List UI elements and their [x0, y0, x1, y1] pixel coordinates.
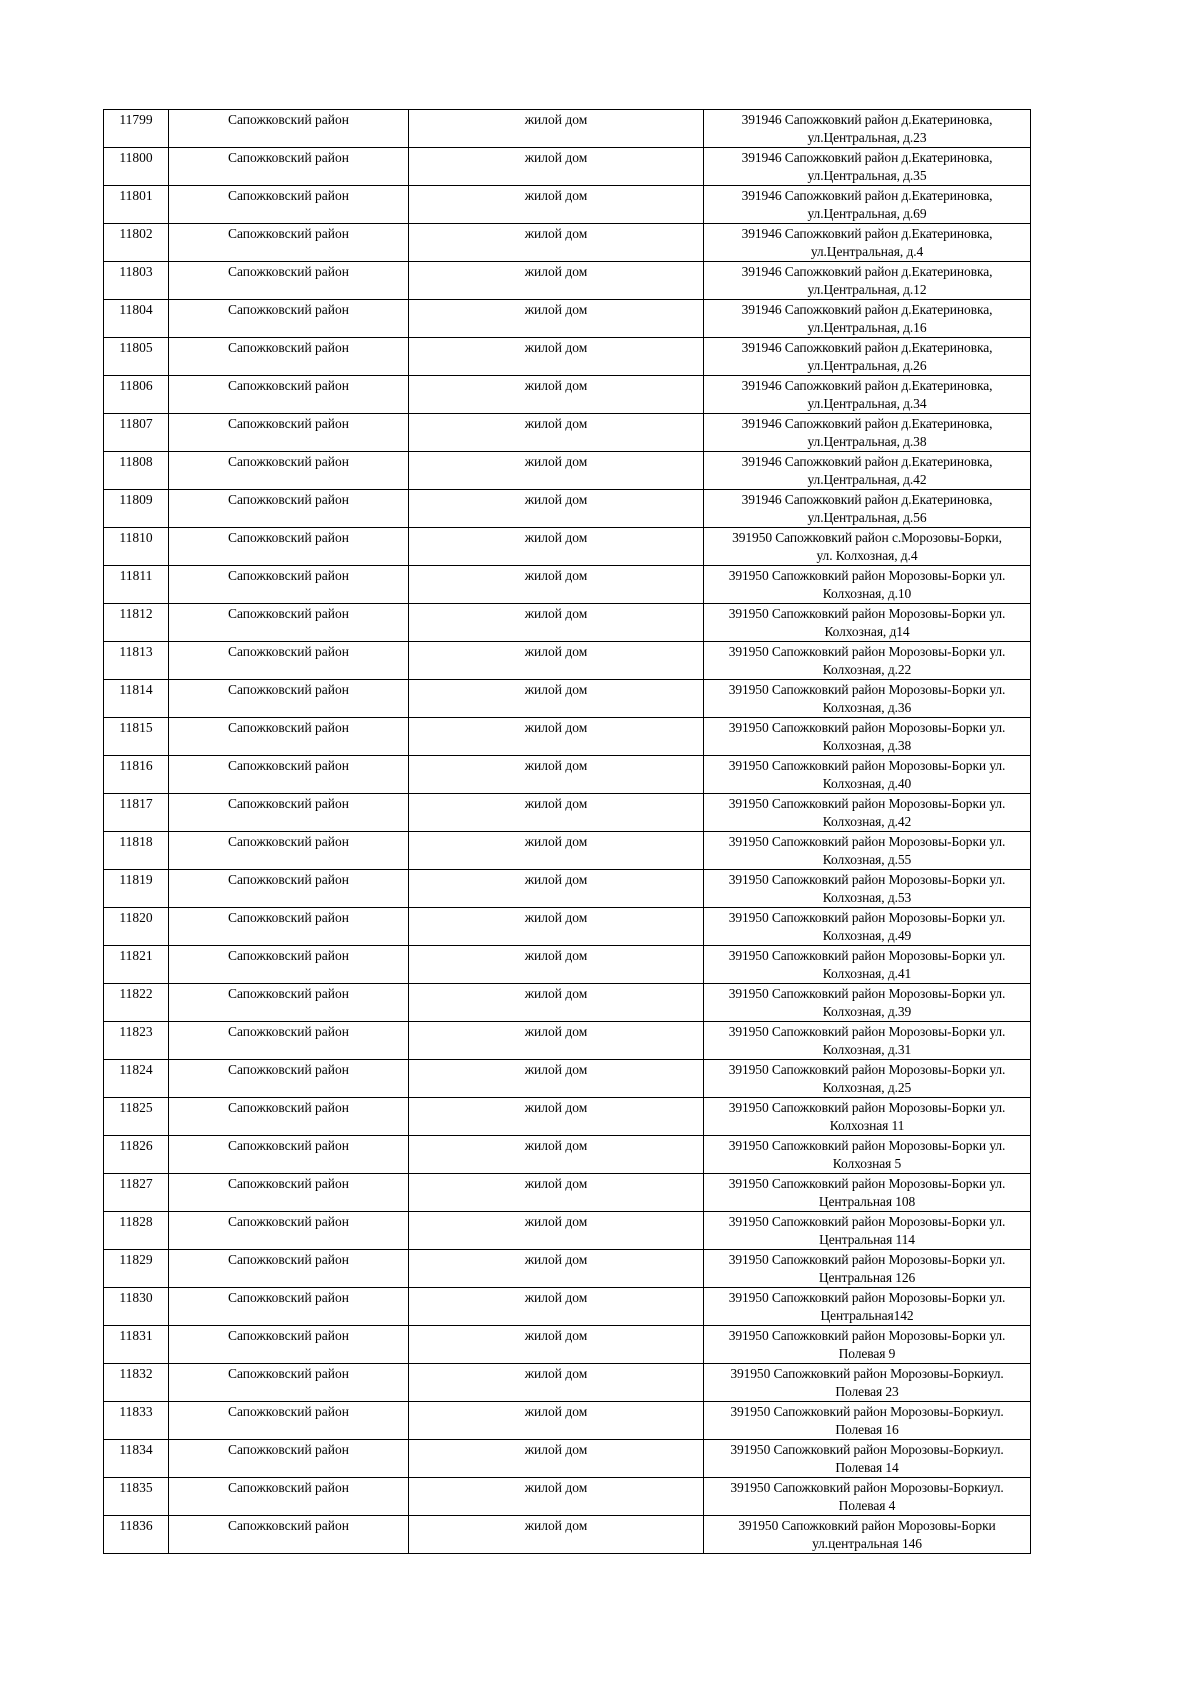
cell-type: жилой дом [409, 984, 704, 1022]
cell-address [704, 680, 1031, 718]
cell-address [704, 1402, 1031, 1440]
cell-type: жилой дом [409, 604, 704, 642]
cell-district: Сапожковский район [169, 1478, 409, 1516]
address-line-2: ул.Центральная, д.56 [807, 510, 927, 525]
cell-id: 11835 [104, 1478, 169, 1516]
cell-district: Сапожковский район [169, 1174, 409, 1212]
cell-id: 11827 [104, 1174, 169, 1212]
cell-address [704, 490, 1031, 528]
address-line-2: Колхозная, д.39 [822, 1004, 912, 1019]
cell-district: Сапожковский район [169, 756, 409, 794]
table-row [104, 490, 1031, 528]
address-line-2: Центральная 114 [819, 1232, 915, 1247]
address-line-1: 391946 Сапожковкий район д.Екатериновка, [741, 264, 993, 279]
cell-id: 11818 [104, 832, 169, 870]
address-line-2: ул.Центральная, д.12 [807, 282, 927, 297]
cell-id: 11813 [104, 642, 169, 680]
cell-type: жилой дом [409, 528, 704, 566]
cell-address [704, 718, 1031, 756]
cell-id: 11815 [104, 718, 169, 756]
cell-id: 11822 [104, 984, 169, 1022]
table-row [104, 262, 1031, 300]
cell-address [704, 946, 1031, 984]
cell-address [704, 1288, 1031, 1326]
cell-district: Сапожковский район [169, 1440, 409, 1478]
cell-district: Сапожковский район [169, 1060, 409, 1098]
table-row [104, 946, 1031, 984]
table-row [104, 1174, 1031, 1212]
cell-id: 11804 [104, 300, 169, 338]
cell-id: 11832 [104, 1364, 169, 1402]
address-line-1: 391946 Сапожковкий район д.Екатериновка, [741, 416, 993, 431]
table-row [104, 1288, 1031, 1326]
address-line-2: Колхозная, д.41 [822, 966, 912, 981]
cell-type: жилой дом [409, 186, 704, 224]
address-line-2: Колхозная, д14 [824, 624, 910, 639]
cell-address [704, 300, 1031, 338]
cell-id: 11811 [104, 566, 169, 604]
cell-id: 11823 [104, 1022, 169, 1060]
cell-type: жилой дом [409, 1022, 704, 1060]
cell-id: 11820 [104, 908, 169, 946]
cell-district: Сапожковский район [169, 566, 409, 604]
address-line-1: 391950 Сапожковкий район Морозовы-Борки ул. [728, 796, 1006, 811]
address-line-2: ул.Центральная, д.69 [807, 206, 927, 221]
address-line-2: Полевая 16 [835, 1422, 899, 1437]
cell-id: 11833 [104, 1402, 169, 1440]
cell-id: 11826 [104, 1136, 169, 1174]
cell-address [704, 756, 1031, 794]
cell-district: Сапожковский район [169, 452, 409, 490]
cell-type: жилой дом [409, 110, 704, 148]
address-line-2: ул.Центральная, д.38 [807, 434, 927, 449]
cell-type: жилой дом [409, 1098, 704, 1136]
cell-id: 11805 [104, 338, 169, 376]
cell-type: жилой дом [409, 1250, 704, 1288]
address-line-2: ул.Центральная, д.26 [807, 358, 927, 373]
cell-id: 11803 [104, 262, 169, 300]
cell-district: Сапожковский район [169, 680, 409, 718]
cell-address [704, 376, 1031, 414]
cell-district: Сапожковский район [169, 604, 409, 642]
address-line-2: Центральная142 [820, 1308, 914, 1323]
address-line-2: Колхозная, д.49 [822, 928, 912, 943]
cell-district: Сапожковский район [169, 414, 409, 452]
table-row [104, 186, 1031, 224]
cell-type: жилой дом [409, 148, 704, 186]
cell-type: жилой дом [409, 1060, 704, 1098]
cell-address [704, 1174, 1031, 1212]
address-line-2: Колхозная, д.31 [822, 1042, 912, 1057]
cell-type: жилой дом [409, 452, 704, 490]
table-row [104, 832, 1031, 870]
address-line-2: ул.Центральная, д.16 [807, 320, 927, 335]
cell-id: 11809 [104, 490, 169, 528]
cell-address [704, 832, 1031, 870]
address-line-1: 391950 Сапожковкий район Морозовы-Борки ул. [728, 1290, 1006, 1305]
cell-address [704, 262, 1031, 300]
address-line-1: 391950 Сапожковкий район Морозовы-Борки ул. [728, 872, 1006, 887]
address-line-1: 391950 Сапожковкий район Морозовы-Борки ул. [728, 1252, 1006, 1267]
table-row [104, 1440, 1031, 1478]
cell-district: Сапожковский район [169, 1516, 409, 1554]
cell-address [704, 1060, 1031, 1098]
address-line-1: 391950 Сапожковкий район Морозовы-Боркиул. [730, 1404, 1004, 1419]
address-line-1: 391950 Сапожковкий район с.Морозовы-Борки, [732, 530, 1002, 545]
cell-id: 11810 [104, 528, 169, 566]
cell-district: Сапожковский район [169, 718, 409, 756]
table-row [104, 1022, 1031, 1060]
cell-type: жилой дом [409, 718, 704, 756]
address-line-1: 391950 Сапожковкий район Морозовы-Борки ул. [728, 1176, 1006, 1191]
cell-address [704, 1098, 1031, 1136]
table-row [104, 1136, 1031, 1174]
address-line-1: 391946 Сапожковкий район д.Екатериновка, [741, 492, 993, 507]
cell-address [704, 186, 1031, 224]
records-table [103, 109, 1031, 1554]
address-line-1: 391950 Сапожковкий район Морозовы-Борки ул. [728, 986, 1006, 1001]
address-line-1: 391950 Сапожковкий район Морозовы-Борки ул. [728, 910, 1006, 925]
address-line-2: Колхозная, д.36 [822, 700, 912, 715]
cell-address [704, 224, 1031, 262]
cell-type: жилой дом [409, 1364, 704, 1402]
table-row [104, 642, 1031, 680]
cell-type: жилой дом [409, 1440, 704, 1478]
table-row [104, 528, 1031, 566]
address-line-2: Колхозная, д.55 [822, 852, 912, 867]
cell-address [704, 1022, 1031, 1060]
address-line-2: ул.Центральная, д.4 [810, 244, 924, 259]
cell-district: Сапожковский район [169, 908, 409, 946]
cell-address [704, 794, 1031, 832]
cell-address [704, 110, 1031, 148]
table-row [104, 908, 1031, 946]
table-row [104, 1250, 1031, 1288]
cell-address [704, 1212, 1031, 1250]
address-line-2: Центральная 126 [818, 1270, 916, 1285]
address-line-1: 391946 Сапожковкий район д.Екатериновка, [741, 150, 993, 165]
cell-district: Сапожковский район [169, 148, 409, 186]
address-line-1: 391946 Сапожковкий район д.Екатериновка, [741, 454, 993, 469]
cell-district: Сапожковский район [169, 1098, 409, 1136]
cell-district: Сапожковский район [169, 1136, 409, 1174]
cell-id: 11828 [104, 1212, 169, 1250]
cell-type: жилой дом [409, 1402, 704, 1440]
cell-id: 11821 [104, 946, 169, 984]
address-line-2: ул.Центральная, д.23 [807, 130, 927, 145]
cell-district: Сапожковский район [169, 528, 409, 566]
cell-type: жилой дом [409, 1174, 704, 1212]
address-line-1: 391950 Сапожковкий район Морозовы-Борки ул. [728, 1062, 1006, 1077]
cell-type: жилой дом [409, 300, 704, 338]
cell-id: 11806 [104, 376, 169, 414]
table-row [104, 794, 1031, 832]
table-row [104, 604, 1031, 642]
cell-district: Сапожковский район [169, 376, 409, 414]
address-line-2: Полевая 9 [838, 1346, 896, 1361]
address-line-1: 391950 Сапожковкий район Морозовы-Борки ул. [728, 834, 1006, 849]
cell-type: жилой дом [409, 490, 704, 528]
table-row [104, 870, 1031, 908]
cell-type: жилой дом [409, 642, 704, 680]
cell-district: Сапожковский район [169, 110, 409, 148]
cell-type: жилой дом [409, 1212, 704, 1250]
address-line-1: 391946 Сапожковкий район д.Екатериновка, [741, 226, 993, 241]
cell-type: жилой дом [409, 908, 704, 946]
cell-district: Сапожковский район [169, 224, 409, 262]
cell-district: Сапожковский район [169, 338, 409, 376]
cell-address [704, 1478, 1031, 1516]
table-row [104, 984, 1031, 1022]
cell-type: жилой дом [409, 566, 704, 604]
table-row [104, 376, 1031, 414]
address-line-1: 391950 Сапожковкий район Морозовы-Борки ул. [728, 1214, 1006, 1229]
cell-id: 11812 [104, 604, 169, 642]
cell-address [704, 1364, 1031, 1402]
table-row [104, 1326, 1031, 1364]
address-line-1: 391946 Сапожковкий район д.Екатериновка, [741, 378, 993, 393]
address-line-1: 391950 Сапожковкий район Морозовы-Борки ул. [728, 1138, 1006, 1153]
address-line-1: 391950 Сапожковкий район Морозовы-Боркиул. [730, 1480, 1004, 1495]
cell-district: Сапожковский район [169, 870, 409, 908]
cell-type: жилой дом [409, 1136, 704, 1174]
address-line-2: Колхозная 5 [832, 1156, 902, 1171]
address-line-2: ул.центральная 146 [812, 1536, 922, 1551]
cell-id: 11836 [104, 1516, 169, 1554]
table-row [104, 1364, 1031, 1402]
address-line-2: Колхозная, д.22 [822, 662, 912, 677]
cell-id: 11834 [104, 1440, 169, 1478]
cell-address [704, 1326, 1031, 1364]
cell-type: жилой дом [409, 1478, 704, 1516]
table-row [104, 1402, 1031, 1440]
cell-district: Сапожковский район [169, 300, 409, 338]
cell-type: жилой дом [409, 680, 704, 718]
cell-type: жилой дом [409, 870, 704, 908]
cell-address [704, 870, 1031, 908]
address-line-2: Полевая 23 [835, 1384, 899, 1399]
cell-district: Сапожковский район [169, 1212, 409, 1250]
cell-id: 11802 [104, 224, 169, 262]
cell-address [704, 338, 1031, 376]
cell-address [704, 148, 1031, 186]
cell-type: жилой дом [409, 1288, 704, 1326]
address-line-1: 391950 Сапожковкий район Морозовы-Борки ул. [728, 1100, 1006, 1115]
cell-address [704, 1440, 1031, 1478]
cell-address [704, 566, 1031, 604]
table-row [104, 1060, 1031, 1098]
address-line-1: 391950 Сапожковкий район Морозовы-Боркиул. [730, 1442, 1004, 1457]
table-row [104, 680, 1031, 718]
table-row [104, 300, 1031, 338]
cell-type: жилой дом [409, 338, 704, 376]
address-line-1: 391950 Сапожковкий район Морозовы-Борки [738, 1518, 996, 1533]
address-line-2: ул.Центральная, д.34 [807, 396, 927, 411]
cell-type: жилой дом [409, 376, 704, 414]
table-row [104, 1098, 1031, 1136]
address-line-2: ул.Центральная, д.42 [807, 472, 927, 487]
cell-district: Сапожковский район [169, 1364, 409, 1402]
cell-district: Сапожковский район [169, 1326, 409, 1364]
cell-district: Сапожковский район [169, 262, 409, 300]
address-line-1: 391946 Сапожковкий район д.Екатериновка, [741, 340, 993, 355]
cell-address [704, 1516, 1031, 1554]
address-line-1: 391950 Сапожковкий район Морозовы-Борки ул. [728, 720, 1006, 735]
address-line-1: 391950 Сапожковкий район Морозовы-Борки ул. [728, 948, 1006, 963]
cell-id: 11825 [104, 1098, 169, 1136]
cell-district: Сапожковский район [169, 186, 409, 224]
table-row [104, 414, 1031, 452]
table-row [104, 718, 1031, 756]
cell-district: Сапожковский район [169, 1288, 409, 1326]
table-row [104, 756, 1031, 794]
cell-address [704, 1136, 1031, 1174]
address-line-2: ул. Колхозная, д.4 [816, 548, 918, 563]
cell-type: жилой дом [409, 946, 704, 984]
table-row [104, 1478, 1031, 1516]
cell-type: жилой дом [409, 832, 704, 870]
address-line-2: ул.Центральная, д.35 [807, 168, 927, 183]
cell-type: жилой дом [409, 414, 704, 452]
cell-address [704, 452, 1031, 490]
address-line-2: Колхозная, д.10 [822, 586, 912, 601]
cell-district: Сапожковский район [169, 642, 409, 680]
cell-district: Сапожковский район [169, 946, 409, 984]
cell-address [704, 908, 1031, 946]
table-row [104, 452, 1031, 490]
cell-id: 11800 [104, 148, 169, 186]
cell-id: 11824 [104, 1060, 169, 1098]
cell-type: жилой дом [409, 1516, 704, 1554]
cell-type: жилой дом [409, 794, 704, 832]
records-table-body [104, 110, 1031, 1554]
cell-id: 11830 [104, 1288, 169, 1326]
address-line-2: Колхозная, д.53 [822, 890, 912, 905]
cell-type: жилой дом [409, 262, 704, 300]
address-line-1: 391946 Сапожковкий район д.Екатериновка, [741, 302, 993, 317]
address-line-1: 391950 Сапожковкий район Морозовы-Борки ул. [728, 568, 1006, 583]
table-row [104, 148, 1031, 186]
table-row [104, 566, 1031, 604]
address-line-2: Колхозная, д.42 [822, 814, 912, 829]
cell-district: Сапожковский район [169, 984, 409, 1022]
address-line-1: 391950 Сапожковкий район Морозовы-Борки ул. [728, 682, 1006, 697]
table-row [104, 1212, 1031, 1250]
address-line-2: Колхозная, д.38 [822, 738, 912, 753]
cell-type: жилой дом [409, 1326, 704, 1364]
cell-address [704, 1250, 1031, 1288]
address-line-1: 391950 Сапожковкий район Морозовы-Борки ул. [728, 1024, 1006, 1039]
cell-type: жилой дом [409, 224, 704, 262]
cell-id: 11799 [104, 110, 169, 148]
address-line-1: 391946 Сапожковкий район д.Екатериновка, [741, 188, 993, 203]
address-line-2: Колхозная, д.40 [822, 776, 912, 791]
cell-district: Сапожковский район [169, 794, 409, 832]
cell-address [704, 984, 1031, 1022]
address-line-2: Полевая 4 [838, 1498, 896, 1513]
cell-id: 11831 [104, 1326, 169, 1364]
address-line-2: Колхозная 11 [829, 1118, 905, 1133]
table-row [104, 110, 1031, 148]
cell-id: 11817 [104, 794, 169, 832]
cell-address [704, 642, 1031, 680]
cell-id: 11814 [104, 680, 169, 718]
cell-address [704, 604, 1031, 642]
table-row [104, 224, 1031, 262]
address-line-1: 391950 Сапожковкий район Морозовы-Борки ул. [728, 1328, 1006, 1343]
cell-id: 11801 [104, 186, 169, 224]
cell-address [704, 528, 1031, 566]
address-line-1: 391950 Сапожковкий район Морозовы-Боркиул. [730, 1366, 1004, 1381]
address-line-1: 391950 Сапожковкий район Морозовы-Борки ул. [728, 644, 1006, 659]
cell-district: Сапожковский район [169, 1250, 409, 1288]
cell-id: 11808 [104, 452, 169, 490]
cell-district: Сапожковский район [169, 490, 409, 528]
cell-id: 11819 [104, 870, 169, 908]
cell-type: жилой дом [409, 756, 704, 794]
cell-address [704, 414, 1031, 452]
cell-id: 11816 [104, 756, 169, 794]
table-row [104, 338, 1031, 376]
cell-id: 11807 [104, 414, 169, 452]
table-row [104, 1516, 1031, 1554]
cell-id: 11829 [104, 1250, 169, 1288]
cell-district: Сапожковский район [169, 832, 409, 870]
cell-district: Сапожковский район [169, 1402, 409, 1440]
address-line-1: 391946 Сапожковкий район д.Екатериновка, [741, 112, 993, 127]
cell-district: Сапожковский район [169, 1022, 409, 1060]
address-line-2: Колхозная, д.25 [822, 1080, 912, 1095]
address-line-2: Центральная 108 [818, 1194, 916, 1209]
address-line-1: 391950 Сапожковкий район Морозовы-Борки ул. [728, 758, 1006, 773]
address-line-1: 391950 Сапожковкий район Морозовы-Борки ул. [728, 606, 1006, 621]
address-line-2: Полевая 14 [835, 1460, 899, 1475]
